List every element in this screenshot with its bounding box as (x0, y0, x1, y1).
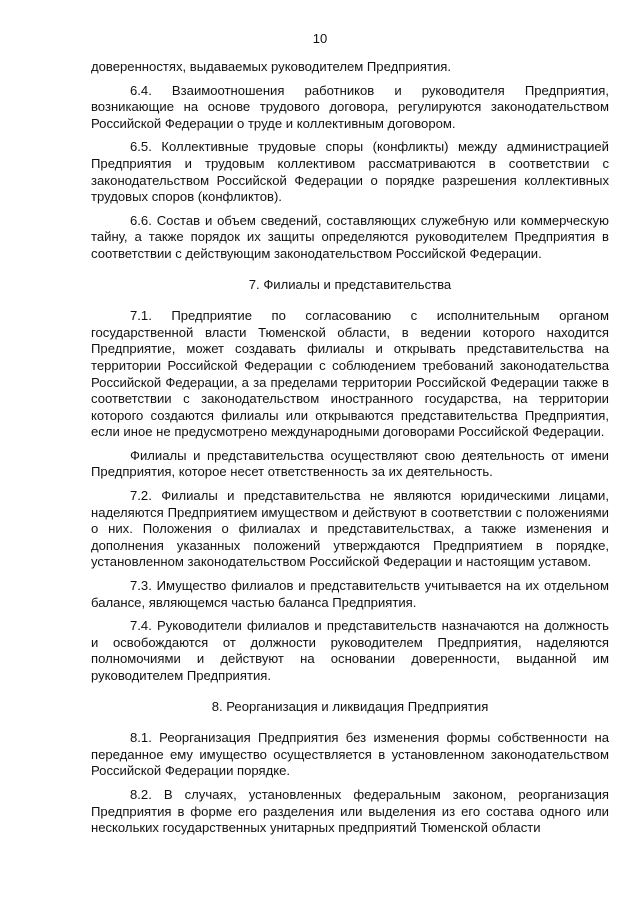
paragraph-8-1: 8.1. Реорганизация Предприятия без изменения формы собственности на переданное ему имущество осуществляется в установленном законодательством Российской Федерации порядке. (91, 730, 609, 779)
paragraph-7-2: 7.2. Филиалы и представительства не являются юридическими лицами, наделяются Предприятием имуществом и действуют в соответствии с положениями о них. Положения о филиалах и представительствах, а также изменения и дополнения указанных положений утверждаются Предприятием в порядке, установленном законодательством Российской Федерации и настоящим уставом. (91, 488, 609, 570)
paragraph-7-4: 7.4. Руководители филиалов и представительств назначаются на должность и освобождаются от должности руководителем Предприятия, наделяются полномочиями и действуют на основании доверенности, выданной им руководителем Предприятия. (91, 618, 609, 683)
page-number: 10 (312, 31, 328, 46)
paragraph-7-3: 7.3. Имущество филиалов и представительств учитывается на их отдельном балансе, являющемся частью баланса Предприятия. (91, 578, 609, 610)
paragraph-6-5: 6.5. Коллективные трудовые споры (конфликты) между администрацией Предприятия и трудовым коллективом рассматриваются в соответствии с законодательством Российской Федерации о порядке разрешения коллективных трудовых споров (конфликтов). (91, 139, 609, 205)
paragraph-6-6: 6.6. Состав и объем сведений, составляющих служебную или коммерческую тайну, а также порядок их защиты определяются руководителем Предприятия в соответствии с действующим законодательством Российской Федерации. (91, 212, 609, 261)
paragraph-7-1-branches: Филиалы и представительства осуществляют свою деятельность от имени Предприятия, которое несет ответственность за их деятельность. (91, 447, 609, 480)
paragraph-continuation: доверенностях, выдаваемых руководителем Предприятия. (91, 59, 452, 74)
section-7-heading: 7. Филиалы и представительства (248, 276, 452, 292)
paragraph-7-1: 7.1. Предприятие по согласованию с исполнительным органом государственной власти Тюменской области, в ведении которого находится Предприятие, может создавать филиалы и открывать представительства на территории Российской Федерации с соблюдением требований законодательства Российской Федерации, а за пределами территории Российской Федерации также в соответствии с законодательством иностранного государства, на территории которого создаются филиалы или открываются представительства Предприятия, если иное не предусмотрено международными договорами Российской Федерации. (91, 308, 609, 440)
paragraph-6-4: 6.4. Взаимоотношения работников и руководителя Предприятия, возникающие на основе трудового договора, регулируются законодательством Российской Федерации о труде и коллективным договором. (91, 82, 609, 131)
paragraph-8-2: 8.2. В случаях, установленных федеральным законом, реорганизация Предприятия в форме его разделения или выделения из его состава одного или нескольких государственных унитарных предприятий Тюменской области (91, 786, 609, 836)
document-body (91, 59, 609, 844)
section-8-heading: 8. Реорганизация и ликвидация Предприятия (211, 698, 489, 714)
